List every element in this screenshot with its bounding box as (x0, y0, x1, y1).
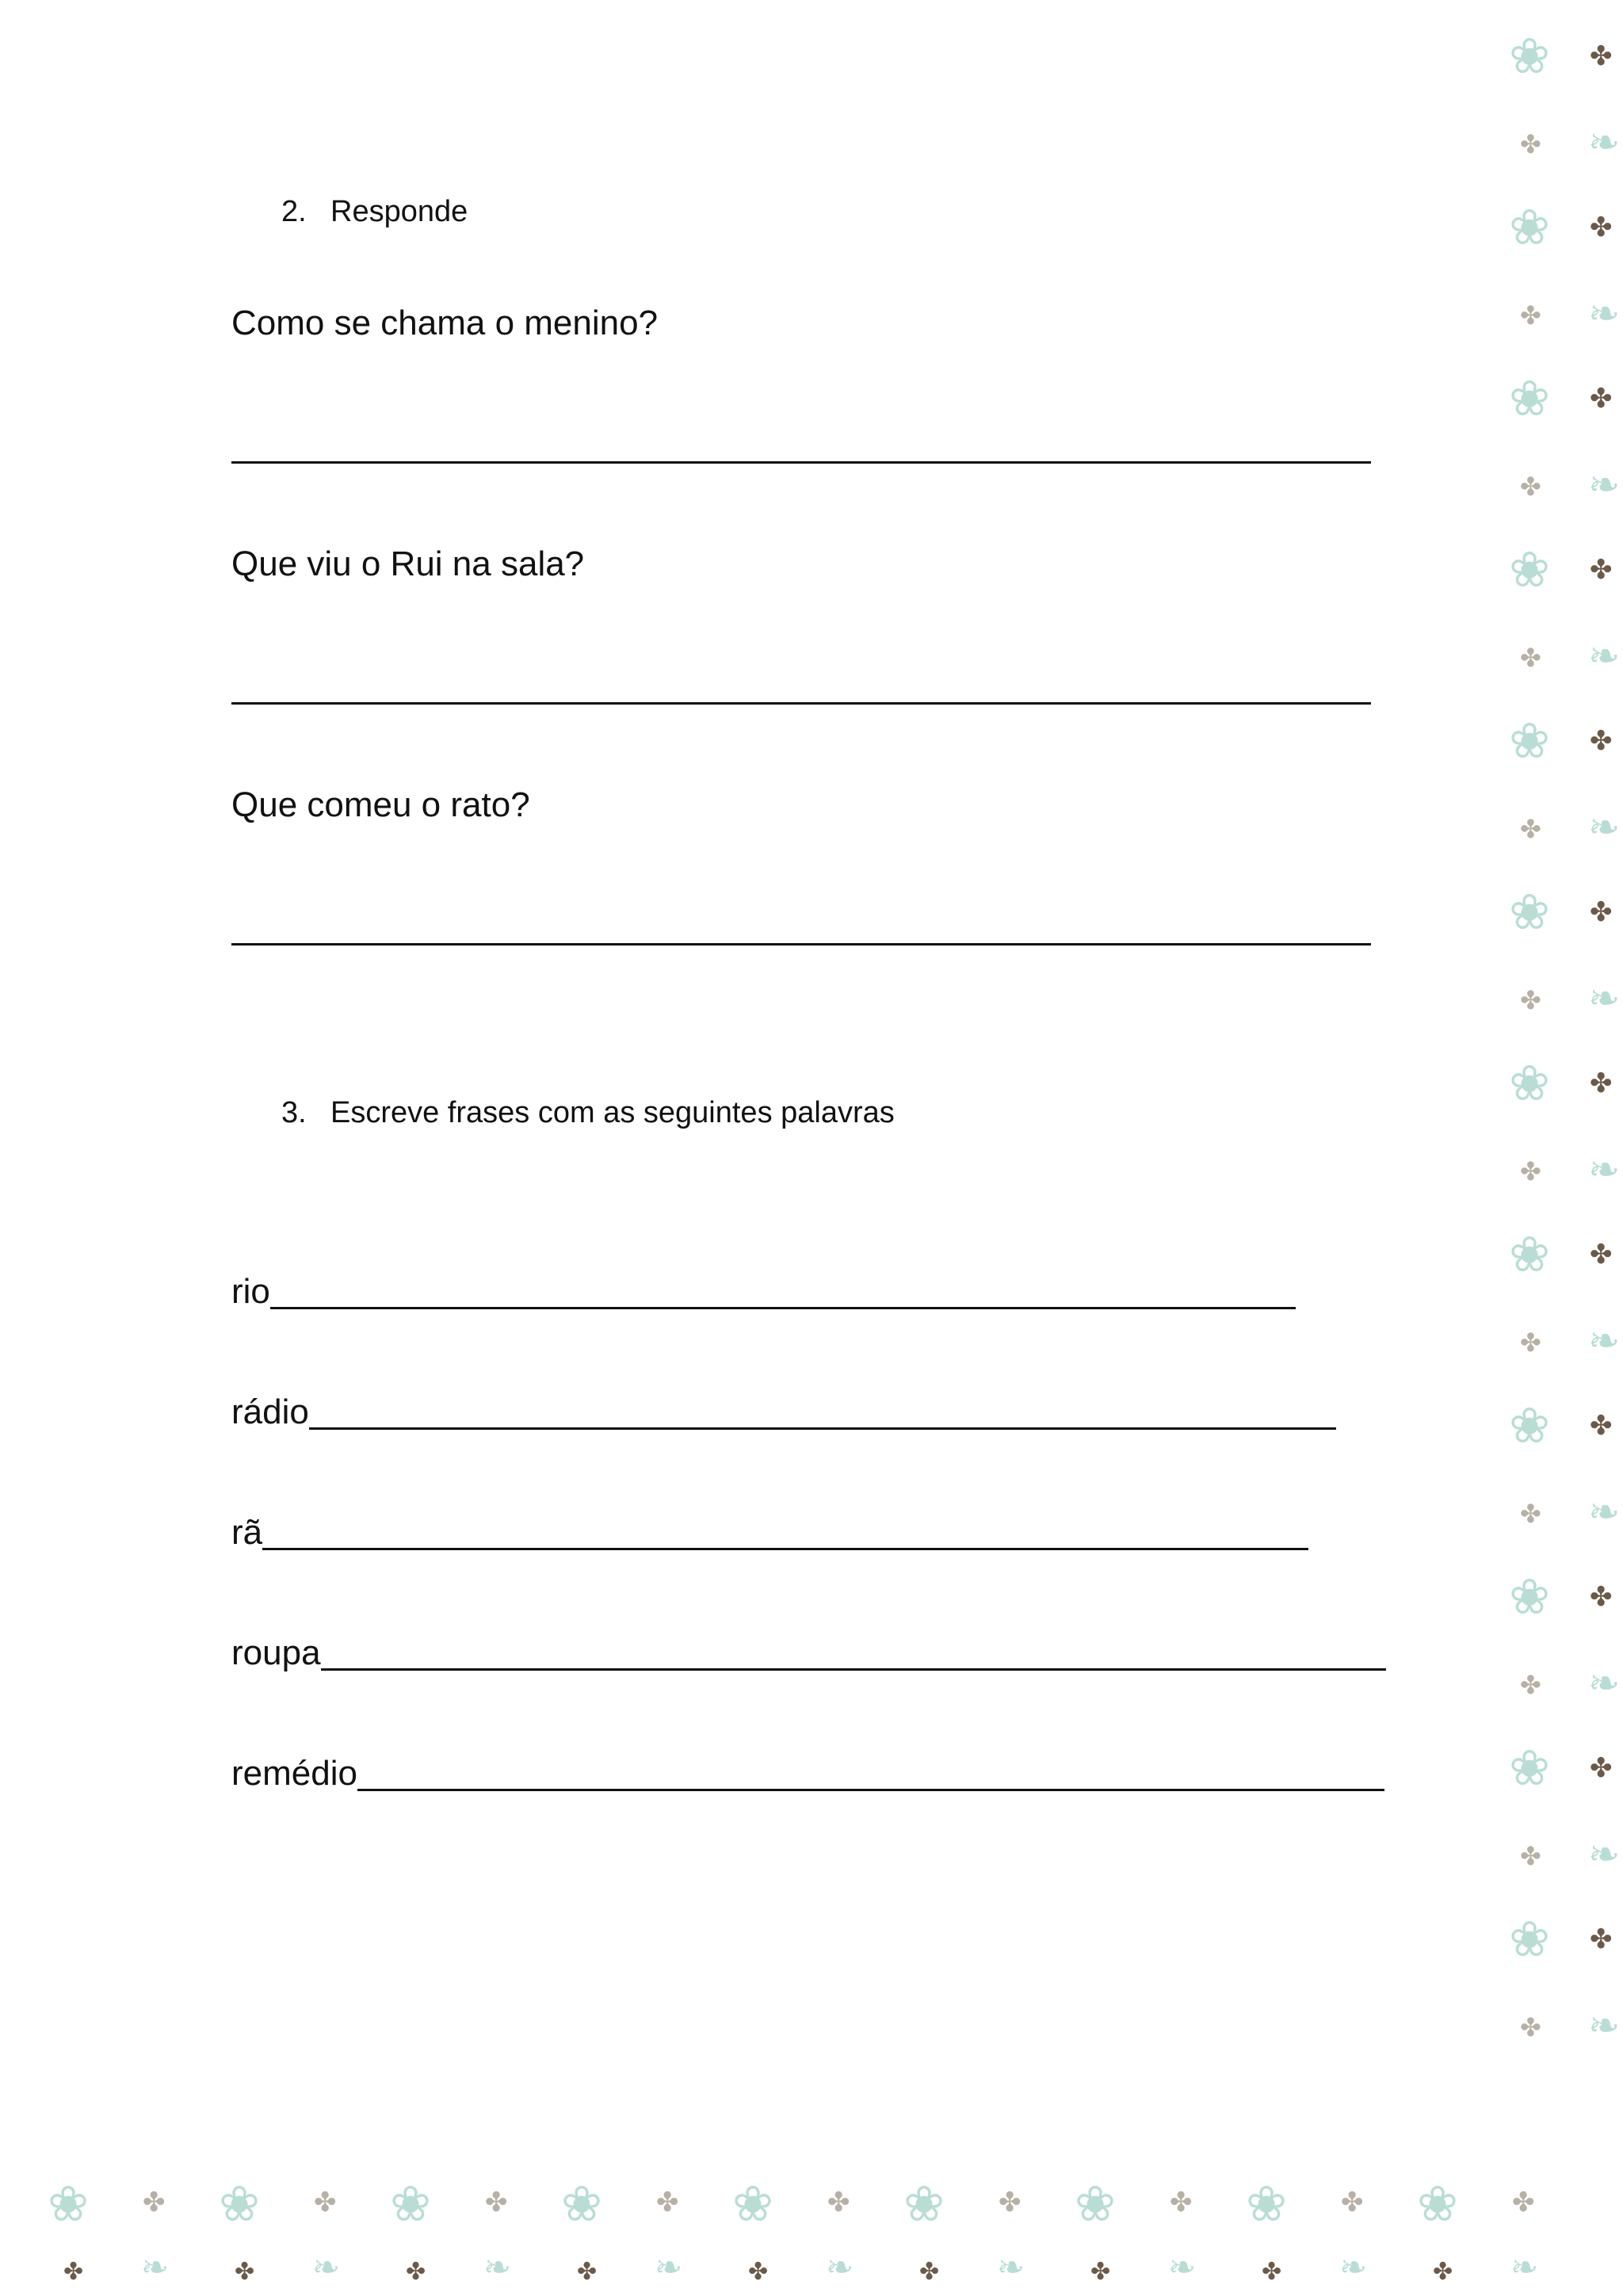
four-petal-flower-icon: ✤ (1520, 2012, 1541, 2042)
four-petal-flower-icon: ✤ (1520, 814, 1541, 844)
four-petal-flower-icon: ✤ (1341, 2187, 1364, 2218)
leaf-sprig-icon: ❧ (141, 2248, 170, 2286)
four-petal-flower-icon: ✤ (1590, 383, 1613, 415)
leaf-sprig-icon: ❧ (1588, 805, 1621, 850)
four-petal-flower-icon: ✤ (1590, 40, 1613, 72)
flower-cluster-icon: ❀ (1509, 1739, 1550, 1797)
section-2-number: 2. (281, 195, 307, 228)
word-row-ra (231, 1511, 1308, 1555)
four-petal-flower-icon: ✤ (1590, 725, 1613, 757)
four-petal-flower-icon: ✤ (485, 2187, 508, 2218)
four-petal-flower-icon: ✤ (1520, 643, 1541, 673)
flower-cluster-icon: ❀ (219, 2175, 260, 2233)
four-petal-flower-icon: ✤ (314, 2187, 337, 2218)
flower-cluster-icon: ❀ (732, 2175, 773, 2233)
four-petal-flower-icon: ✤ (1590, 554, 1613, 586)
four-petal-flower-icon: ✤ (1090, 2258, 1111, 2286)
flower-cluster-icon: ❀ (1509, 1396, 1550, 1454)
four-petal-flower-icon: ✤ (919, 2258, 940, 2286)
flower-cluster-icon: ❀ (1075, 2175, 1116, 2233)
section-2-title: Responde (330, 195, 468, 228)
question-3: Que comeu o rato? (231, 785, 530, 824)
leaf-sprig-icon: ❧ (1339, 2248, 1368, 2286)
flower-cluster-icon: ❀ (1509, 369, 1550, 427)
four-petal-flower-icon: ✤ (1170, 2187, 1193, 2218)
flower-cluster-icon: ❀ (1246, 2175, 1287, 2233)
flower-cluster-icon: ❀ (390, 2175, 431, 2233)
four-petal-flower-icon: ✤ (1520, 1670, 1541, 1700)
leaf-sprig-icon: ❧ (826, 2248, 854, 2286)
four-petal-flower-icon: ✤ (143, 2187, 166, 2218)
word-label: roupa (231, 1633, 321, 1672)
question-2: Que viu o Rui na sala? (231, 544, 585, 583)
flower-cluster-icon: ❀ (1509, 1910, 1550, 1968)
leaf-sprig-icon: ❧ (997, 2248, 1025, 2286)
four-petal-flower-icon: ✤ (1520, 129, 1541, 159)
flower-cluster-icon: ❀ (561, 2175, 602, 2233)
leaf-sprig-icon: ❧ (1588, 463, 1621, 507)
word-row-roupa (231, 1631, 1386, 1675)
flower-cluster-icon: ❀ (1509, 1225, 1550, 1283)
answer-line-2[interactable] (231, 702, 1371, 705)
four-petal-flower-icon: ✤ (235, 2258, 255, 2286)
sentence-line[interactable] (262, 1548, 1308, 1550)
section-2-heading (281, 194, 468, 229)
word-label: remédio (231, 1754, 357, 1793)
four-petal-flower-icon: ✤ (1520, 472, 1541, 502)
four-petal-flower-icon: ✤ (1590, 896, 1613, 928)
leaf-sprig-icon: ❧ (1510, 2248, 1539, 2286)
four-petal-flower-icon: ✤ (1590, 1410, 1613, 1442)
section-3-heading (281, 1095, 895, 1130)
leaf-sprig-icon: ❧ (1588, 292, 1621, 336)
flower-cluster-icon: ❀ (1509, 1568, 1550, 1626)
four-petal-flower-icon: ✤ (1520, 1841, 1541, 1871)
four-petal-flower-icon: ✤ (63, 2258, 84, 2286)
four-petal-flower-icon: ✤ (1520, 1328, 1541, 1358)
sentence-line[interactable] (357, 1789, 1384, 1791)
four-petal-flower-icon: ✤ (577, 2258, 598, 2286)
four-petal-flower-icon: ✤ (406, 2258, 426, 2286)
answer-line-3[interactable] (231, 943, 1371, 946)
word-row-remedio (231, 1752, 1384, 1796)
leaf-sprig-icon: ❧ (1588, 1661, 1621, 1706)
leaf-sprig-icon: ❧ (655, 2248, 683, 2286)
four-petal-flower-icon: ✤ (1590, 1068, 1613, 1099)
four-petal-flower-icon: ✤ (1590, 1924, 1613, 1955)
leaf-sprig-icon: ❧ (483, 2248, 512, 2286)
flower-cluster-icon: ❀ (903, 2175, 945, 2233)
flower-cluster-icon: ❀ (1509, 198, 1550, 256)
flower-cluster-icon: ❀ (48, 2175, 89, 2233)
word-label: rã (231, 1513, 263, 1552)
four-petal-flower-icon: ✤ (748, 2258, 769, 2286)
four-petal-flower-icon: ✤ (1590, 1752, 1613, 1784)
flower-cluster-icon: ❀ (1509, 1054, 1550, 1112)
flower-cluster-icon: ❀ (1509, 712, 1550, 770)
leaf-sprig-icon: ❧ (1588, 1490, 1621, 1534)
leaf-sprig-icon: ❧ (1588, 1319, 1621, 1363)
four-petal-flower-icon: ✤ (1512, 2187, 1535, 2218)
flower-cluster-icon: ❀ (1417, 2175, 1458, 2233)
four-petal-flower-icon: ✤ (1520, 985, 1541, 1015)
four-petal-flower-icon: ✤ (999, 2187, 1022, 2218)
section-3-number: 3. (281, 1096, 307, 1129)
leaf-sprig-icon: ❧ (1168, 2248, 1197, 2286)
word-label: rádio (231, 1392, 309, 1431)
four-petal-flower-icon: ✤ (1520, 1499, 1541, 1529)
word-row-radio (231, 1390, 1336, 1435)
flower-cluster-icon: ❀ (1509, 541, 1550, 598)
four-petal-flower-icon: ✤ (1590, 1581, 1613, 1613)
four-petal-flower-icon: ✤ (827, 2187, 850, 2218)
leaf-sprig-icon: ❧ (1588, 2004, 1621, 2048)
leaf-sprig-icon: ❧ (1588, 976, 1621, 1021)
answer-line-1[interactable] (231, 461, 1371, 464)
question-1: Como se chama o menino? (231, 304, 659, 342)
leaf-sprig-icon: ❧ (312, 2248, 341, 2286)
flower-cluster-icon: ❀ (1509, 27, 1550, 85)
decorative-border-right (1503, 0, 1623, 2296)
sentence-line[interactable] (270, 1307, 1296, 1309)
four-petal-flower-icon: ✤ (1520, 300, 1541, 330)
four-petal-flower-icon: ✤ (1590, 212, 1613, 243)
four-petal-flower-icon: ✤ (656, 2187, 679, 2218)
four-petal-flower-icon: ✤ (1590, 1239, 1613, 1270)
leaf-sprig-icon: ❧ (1588, 120, 1621, 165)
leaf-sprig-icon: ❧ (1588, 634, 1621, 678)
decorative-border-bottom (0, 2172, 1623, 2296)
word-row-rio (231, 1270, 1296, 1314)
word-label: rio (231, 1272, 270, 1311)
section-3-title: Escreve frases com as seguintes palavras (330, 1096, 895, 1129)
four-petal-flower-icon: ✤ (1262, 2258, 1282, 2286)
flower-cluster-icon: ❀ (1509, 883, 1550, 941)
sentence-line[interactable] (321, 1668, 1386, 1671)
four-petal-flower-icon: ✤ (1433, 2258, 1453, 2286)
leaf-sprig-icon: ❧ (1588, 1832, 1621, 1877)
sentence-line[interactable] (309, 1427, 1336, 1430)
leaf-sprig-icon: ❧ (1588, 1148, 1621, 1192)
four-petal-flower-icon: ✤ (1520, 1156, 1541, 1186)
